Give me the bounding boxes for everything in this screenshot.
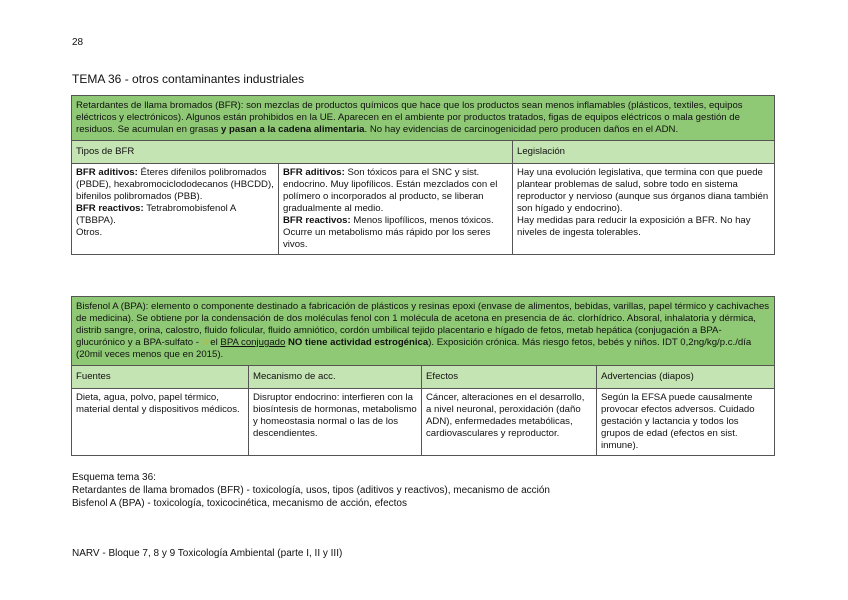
- page-number: 28: [72, 37, 84, 48]
- bfr-table: [71, 95, 775, 255]
- bfr-aditivos-tox-text: Son tóxicos para el SNC y sist. endocrino. Muy lipofílicos. Están mezclados con el polímero o incorporados al producto, se liberan gradualmente al medio.: [283, 167, 498, 214]
- bpa-header-mecanismo: Mecanismo de acc.: [249, 366, 422, 389]
- bpa-cell-advertencias: Según la EFSA puede causalmente provocar efectos adversos. Cuidado gestación y lactancia y todos los grupos de edad (efectos en sist. inmune).: [597, 389, 775, 456]
- bfr-reactivos-tox-label: BFR reactivos:: [283, 215, 351, 226]
- bpa-cell-efectos: Cáncer, alteraciones en el desarrollo, a nivel neuronal, peroxidación (daño ADN), enfermedades metabólicas, cardiovasculares y reproductor.: [422, 389, 597, 456]
- bfr-aditivos-text: Éteres difenilos polibromados (PBDE), hexabromociclododecanos (HBCDD), bifenilos polibromados (PBB).: [76, 167, 274, 202]
- star-icon: ☆: [201, 337, 211, 348]
- esquema-title: Esquema tema 36:: [72, 472, 156, 483]
- bfr-legislacion-text-1: Hay una evolución legislativa, que termina con que puede plantear problemas de salud, sobre todo en sistema reproductor y nervioso (aunque sus órganos diana también son hígado y endocrino).: [517, 167, 769, 214]
- bpa-intro-text-b: ). Exposición crónica. Más riesgo fetos, bebés y niños. IDT 0,2ng/kg/p.c./día (20mil veces menos que en 2015).: [76, 337, 752, 360]
- esquema-line-2: Bisfenol A (BPA) - toxicología, toxicocinética, mecanismo de acción, efectos: [72, 498, 407, 509]
- bfr-reactivos-text: Tetrabromobisfenol A (TBBPA).: [76, 203, 236, 226]
- bpa-intro-text-a: Bisfenol A (BPA): elemento o componente destinado a fabricación de plásticos y resinas epoxi (envase de alimentos, bebidas, varillas, papel térmico y cachivaches de medicina). Se obtiene por la condensación de dos moléculas fenol con 1 molécula de acetona en presencia de ác. clorhídrico. Absoral, inhalatoria y dérmica, distrib sangre, orina, calostro, fluido folicular, fluido amniótico, cordón umbilical tejido placentario e hígado de fetos, metab hepática (conjugación a BPA-glucurónico y a BPA-sulfato -: [76, 301, 770, 348]
- bpa-intro-bold: NO tiene actividad estrogénica: [285, 337, 429, 348]
- bfr-intro: [72, 96, 775, 141]
- bfr-intro-text-a: Retardantes de llama bromados (BFR): son mezclas de productos químicos que hace que los productos sean menos inflamables (plásticos, textiles, equipos eléctricos y electrónicos). Algunos están prohibidos en la UE. Aparecen en el ambiente por productos tratados, figas de equipos eléctricos o mala gestión de residuos. Se acumulan en grasas: [76, 100, 743, 135]
- bpa-cell-mecanismo: Disruptor endocrino: interfieren con la biosíntesis de hormonas, metabolismo y homeostasia normal o las de los descendientes.: [249, 389, 422, 456]
- bfr-intro-bold: y pasan a la cadena alimentaria: [218, 124, 365, 135]
- bfr-header-legislacion: Legislación: [513, 141, 775, 164]
- bfr-aditivos-tox-label: BFR aditivos:: [283, 167, 345, 178]
- bfr-reactivos-tox-text: Menos lipofílicos, menos tóxicos. Ocurre un metabolismo más rápido por los seres vivos.: [283, 215, 494, 250]
- page-title: TEMA 36 - otros contaminantes industriales: [72, 72, 305, 86]
- bpa-intro: [72, 297, 775, 366]
- page-footer: NARV - Bloque 7, 8 y 9 Toxicología Ambiental (parte I, II y III): [72, 548, 343, 559]
- bfr-col-legislacion: [513, 164, 775, 255]
- bpa-header-efectos: Efectos: [422, 366, 597, 389]
- bfr-header-tipos: Tipos de BFR: [72, 141, 513, 164]
- esquema-line-1: Retardantes de llama bromados (BFR) - toxicología, usos, tipos (aditivos y reactivos), mecanismo de acción: [72, 485, 550, 496]
- bfr-col-toxicidad: [279, 164, 513, 255]
- bpa-table: [71, 296, 775, 456]
- bpa-intro-el: el: [210, 337, 221, 348]
- bfr-reactivos-label: BFR reactivos:: [76, 203, 144, 214]
- esquema: [72, 471, 550, 510]
- bpa-cell-fuentes: Dieta, agua, polvo, papel térmico, material dental y dispositivos médicos.: [72, 389, 249, 456]
- bpa-header-fuentes: Fuentes: [72, 366, 249, 389]
- bfr-aditivos-label: BFR aditivos:: [76, 167, 138, 178]
- bpa-header-advertencias: Advertencias (diapos): [597, 366, 775, 389]
- bfr-intro-text-b: . No hay evidencias de carcinogenicidad pero producen daños en el ADN.: [364, 124, 679, 135]
- bfr-col-tipos: [72, 164, 279, 255]
- bfr-otros-text: Otros.: [76, 227, 103, 238]
- bfr-legislacion-text-2: Hay medidas para reducir la exposición a BFR. No hay niveles de ingesta tolerables.: [517, 215, 751, 238]
- bpa-intro-underline: BPA conjugado: [220, 337, 286, 348]
